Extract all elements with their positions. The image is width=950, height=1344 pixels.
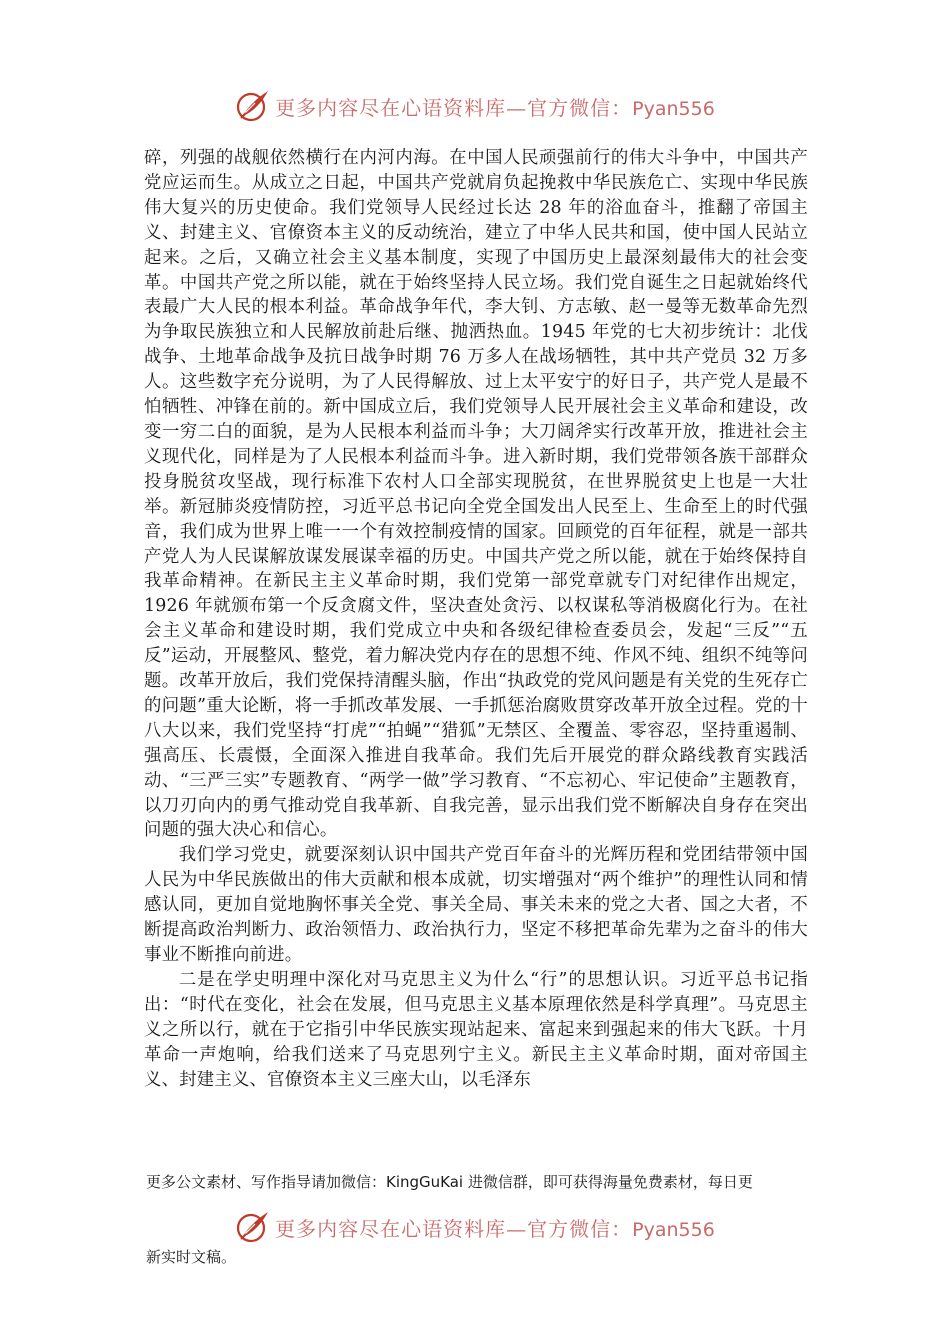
quill-logo-icon — [235, 1209, 271, 1245]
footer-banner-handle: Pyan556 — [632, 1218, 715, 1241]
paragraph-2: 我们学习党史，就要深刻认识中国共产党百年奋斗的光辉历程和党团结带领中国人民为中华民族做出的伟大贡献和根本成就，切实增强对“两个维护”的理性认同和情感认同，更加自觉地胸怀事关全党、事关全局、事关未来的党之大者、国之大者，不断提高政治判断力、政治领悟力、政治执行力，坚定不移把革命先辈为之奋斗的伟大事业不断推向前进。 — [144, 845, 808, 965]
quill-logo-icon — [235, 88, 271, 124]
paragraph-3: 二是在学史明理中深化对马克思主义为什么“行”的思想认识。习近平总书记指出：“时代在变化，社会在发展，但马克思主义基本原理依然是科学真理”。马克思主义之所以行，就在于它指引中华民族实现站起来、富起来到强起来的伟大飞跃。十月革命一声炮响，给我们送来了马克思列宁主义。新民主主义革命时期，面对帝国主义、封建主义、官僚资本主义三座大山，以毛泽东 — [144, 969, 808, 1090]
footer-note: 更多公文素材、写作指导请加微信：KingGuKai 进微信群，即可获得海量免费素材，每日更 — [146, 1173, 753, 1191]
footer-watermark-banner — [0, 1207, 950, 1247]
header-watermark-banner — [0, 86, 950, 126]
footer-note-tail: 新实时文稿。 — [146, 1248, 237, 1266]
article-body — [144, 146, 808, 1092]
header-banner-handle: Pyan556 — [632, 97, 715, 120]
footer-banner-text: 更多内容尽在心语资料库—官方微信：Pyan556 — [275, 1216, 715, 1241]
header-banner-text: 更多内容尽在心语资料库—官方微信：Pyan556 — [275, 95, 715, 120]
paragraph-1: 碎，列强的战舰依然横行在内河内海。在中国人民顽强前行的伟大斗争中，中国共产党应运而生。从成立之日起，中国共产党就肩负起挽救中华民族危亡、实现中华民族伟大复兴的历史使命。我们党领导人民经过长达 28 年的浴血奋斗，推翻了帝国主义、封建主义、官僚资本主义的反动统治，建立了中华人民共和国，使中国人民站立起来。之后，又确立社会主义基本制度，实现了中国历史上最深刻最伟大的社会变革。中国共产党之所以能，就在于始终坚持人民立场。我们党自诞生之日起就始终代表最广大人民的根本利益。革命战争年代，李大钊、方志敏、赵一曼等无数革命先烈为争取民族独立和人民解放前赴后继、抛洒热血。1945 年党的七大初步统计：北伐战争、土地革命战争及抗日战争时期 76 万多人在战场牺牲，其中共产党员 32 万多人。这些数字充分说明，为了人民得解放、过上太平安宁的好日子，共产党人是最不怕牺牲、冲锋在前的。新中国成立后，我们党领导人民开展社会主义革命和建设，改变一穷二白的面貌，是为人民根本利益而斗争；大刀阔斧实行改革开放，推进社会主义现代化，同样是为了人民根本利益而斗争。进入新时期，我们党带领各族干部群众投身脱贫攻坚战，现行标准下农村人口全部实现脱贫，在世界脱贫史上也是一大壮举。新冠肺炎疫情防控，习近平总书记向全党全国发出人民至上、生命至上的时代强音，我们成为世界上唯一一个有效控制疫情的国家。回顾党的百年征程，就是一部共产党人为人民谋解放谋发展谋幸福的历史。中国共产党之所以能，就在于始终保持自我革命精神。在新民主主义革命时期，我们党第一部党章就专门对纪律作出规定，1926 年就颁布第一个反贪腐文件，坚决查处贪污、以权谋私等消极腐化行为。在社会主义革命和建设时期，我们党成立中央和各级纪律检查委员会，发起“三反”“五反”运动，开展整风、整党，着力解决党内存在的思想不纯、作风不纯、组织不纯等问题。改革开放后，我们党保持清醒头脑，作出“执政党的党风问题是有关党的生死存亡的问题”重大论断，将一手抓改革发展、一手抓惩治腐败贯穿改革开放全过程。党的十八大以来，我们党坚持“打虎”“拍蝇”“猎狐”无禁区、全覆盖、零容忍，坚持重遏制、强高压、长震慑，全面深入推进自我革命。我们先后开展党的群众路线教育实践活动、“三严三实”专题教育、“两学一做”学习教育、“不忘初心、牢记使命”主题教育，以刀刃向内的勇气推动党自我革新、自我完善，显示出我们党不断解决自身存在突出问题的强大决心和信心。 — [144, 148, 808, 841]
